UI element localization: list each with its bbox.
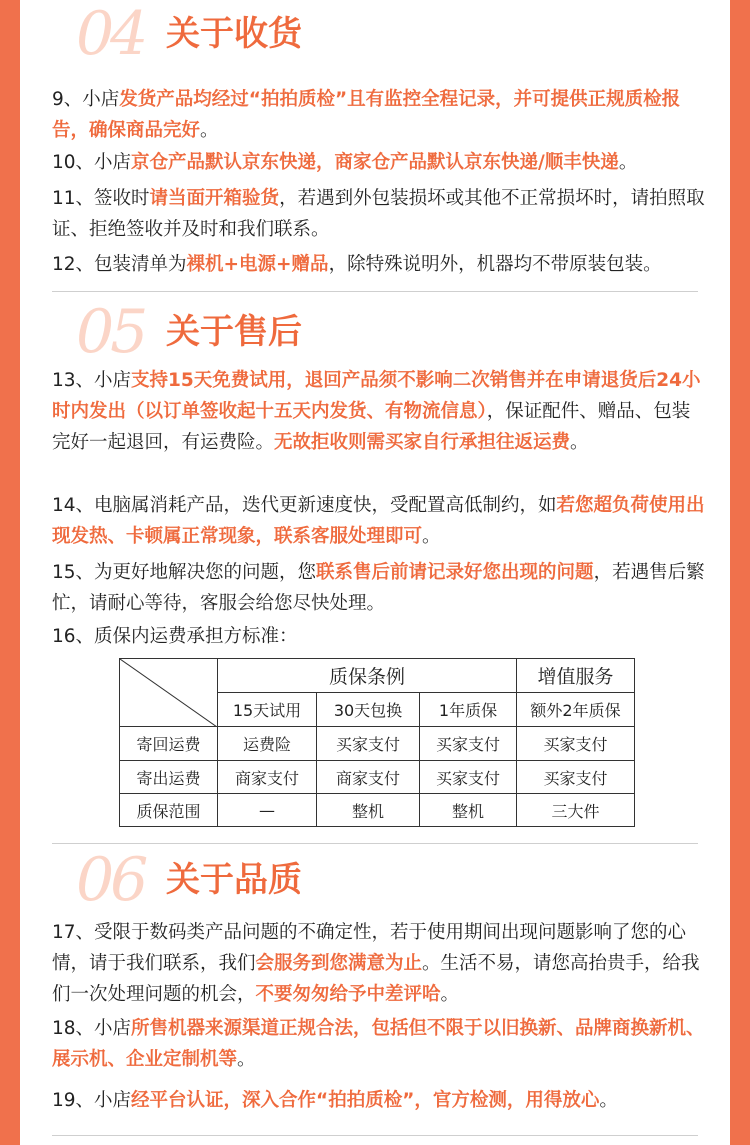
body-text: 。 <box>440 984 460 1005</box>
body-text: ，保证配件、赠品、包装完好一起退回，有运费险。 <box>52 401 691 453</box>
divider <box>52 1135 698 1136</box>
body-text: 。生活不易，请您高抬贵手，给我们一次处理问题的机会， <box>52 953 700 1005</box>
shipping-fee-table <box>119 658 635 827</box>
table-cell: 运费险 <box>218 727 317 761</box>
item-19 <box>52 1085 707 1116</box>
sub-header: 额外2年质保 <box>517 693 635 727</box>
highlight-text: 支持15天免费试用，退回产品须不影响二次销售并在申请退货后24小时内发出（以订单签收起十五天内发货、有物流信息） <box>52 370 701 422</box>
body-text: 。 <box>200 120 219 141</box>
body-text: 10、小店 <box>52 152 132 173</box>
body-text: 。 <box>237 1049 256 1070</box>
section-title: 关于售后 <box>166 312 302 352</box>
body-text: 。 <box>618 152 638 173</box>
group-header-warranty: 质保条例 <box>218 659 517 693</box>
table-cell: 整机 <box>317 794 420 827</box>
body-text: 17、受限于数码类产品问题的不确定性，若于使用期间出现问题影响了您的心情，请于我们联系，我们 <box>52 922 687 974</box>
item-12 <box>52 249 707 280</box>
body-text: 18、小店 <box>52 1018 132 1039</box>
body-text: 13、小店 <box>52 370 132 391</box>
highlight-text: 无故拒收则需买家自行承担往返运费 <box>274 432 571 453</box>
highlight-text: 会服务到您满意为止 <box>255 953 423 974</box>
body-text: 。 <box>422 526 441 547</box>
row-label: 寄回运费 <box>120 727 218 761</box>
body-text: 15、为更好地解决您的问题，您 <box>52 562 317 583</box>
table-cell: 买家支付 <box>420 727 517 761</box>
highlight-text: 裸机+电源+赠品 <box>186 254 329 275</box>
body-text: 。 <box>599 1090 618 1111</box>
highlight-text: 经平台认证，深入合作“拍拍质检”，官方检测，用得放心 <box>131 1090 600 1111</box>
item-17 <box>52 917 707 1010</box>
item-16 <box>52 621 707 652</box>
highlight-text: 发货产品均经过“拍拍质检”且有监控全程记录，并可提供正规质检报告，确保商品完好 <box>52 89 681 141</box>
group-header-value-added: 增值服务 <box>517 659 635 693</box>
highlight-text: 联系售后前请记录好您出现的问题 <box>316 562 594 583</box>
section-header-05 <box>20 297 730 370</box>
section-title: 关于品质 <box>166 860 302 900</box>
table-row <box>120 761 635 794</box>
highlight-text: 请当面开箱验货 <box>149 188 280 209</box>
section-header-06 <box>20 845 730 918</box>
item-18 <box>52 1013 707 1075</box>
item-11 <box>52 183 707 245</box>
table-cell: 商家支付 <box>317 761 420 794</box>
body-text: 9、小店 <box>52 89 120 110</box>
body-text: ，若遇到外包装损坏或其他不正常损坏时，请拍照取证、拒绝签收并及时和我们联系。 <box>52 188 705 240</box>
divider <box>52 843 698 844</box>
table-cell: 整机 <box>420 794 517 827</box>
body-text: 12、包装清单为 <box>52 254 187 275</box>
item-15 <box>52 557 707 619</box>
section-number: 06 <box>76 845 145 915</box>
body-text: 14、电脑属消耗产品，迭代更新速度快，受配置高低制约，如 <box>52 495 557 516</box>
item-13 <box>52 365 707 458</box>
table-row <box>120 794 635 827</box>
highlight-text: 不要匆匆给予中差评哈 <box>255 984 441 1005</box>
section-number: 04 <box>76 0 145 69</box>
table-row <box>120 727 635 761</box>
sub-header: 1年质保 <box>420 693 517 727</box>
table-cell: 买家支付 <box>517 727 635 761</box>
body-text: 11、签收时 <box>52 188 150 209</box>
body-text: ，若遇售后繁忙，请耐心等待，客服会给您尽快处理。 <box>52 562 705 614</box>
table-cell: 买家支付 <box>420 761 517 794</box>
highlight-text: 京仓产品默认京东快递，商家仓产品默认京东快递/顺丰快递 <box>131 152 619 173</box>
body-text: 16、质保内运费承担方标准： <box>52 626 298 647</box>
sub-header: 15天试用 <box>218 693 317 727</box>
divider <box>52 291 698 292</box>
item-10 <box>52 147 707 178</box>
body-text: ，除特殊说明外，机器均不带原装包装。 <box>328 254 662 275</box>
row-label: 寄出运费 <box>120 761 218 794</box>
item-14 <box>52 490 707 552</box>
highlight-text: 所售机器来源渠道正规合法，包括但不限于以旧换新、品牌商换新机、展示机、企业定制机等 <box>52 1018 705 1070</box>
sub-header: 30天包换 <box>317 693 420 727</box>
section-number: 05 <box>76 297 145 367</box>
highlight-text: 若您超负荷使用出现发热、卡顿属正常现象，联系客服处理即可 <box>52 495 705 547</box>
table-cell: 三大件 <box>517 794 635 827</box>
item-9 <box>52 84 707 146</box>
table-cell: — <box>218 794 317 827</box>
table-cell: 商家支付 <box>218 761 317 794</box>
diagonal-line <box>120 659 217 727</box>
table-corner-cell <box>120 659 218 727</box>
section-title: 关于收货 <box>166 14 302 54</box>
table-cell: 买家支付 <box>517 761 635 794</box>
table-cell: 买家支付 <box>317 727 420 761</box>
section-header-04 <box>20 2 730 72</box>
body-text: 。 <box>570 432 589 453</box>
row-label: 质保范围 <box>120 794 218 827</box>
content-panel <box>20 0 730 1145</box>
body-text: 19、小店 <box>52 1090 132 1111</box>
